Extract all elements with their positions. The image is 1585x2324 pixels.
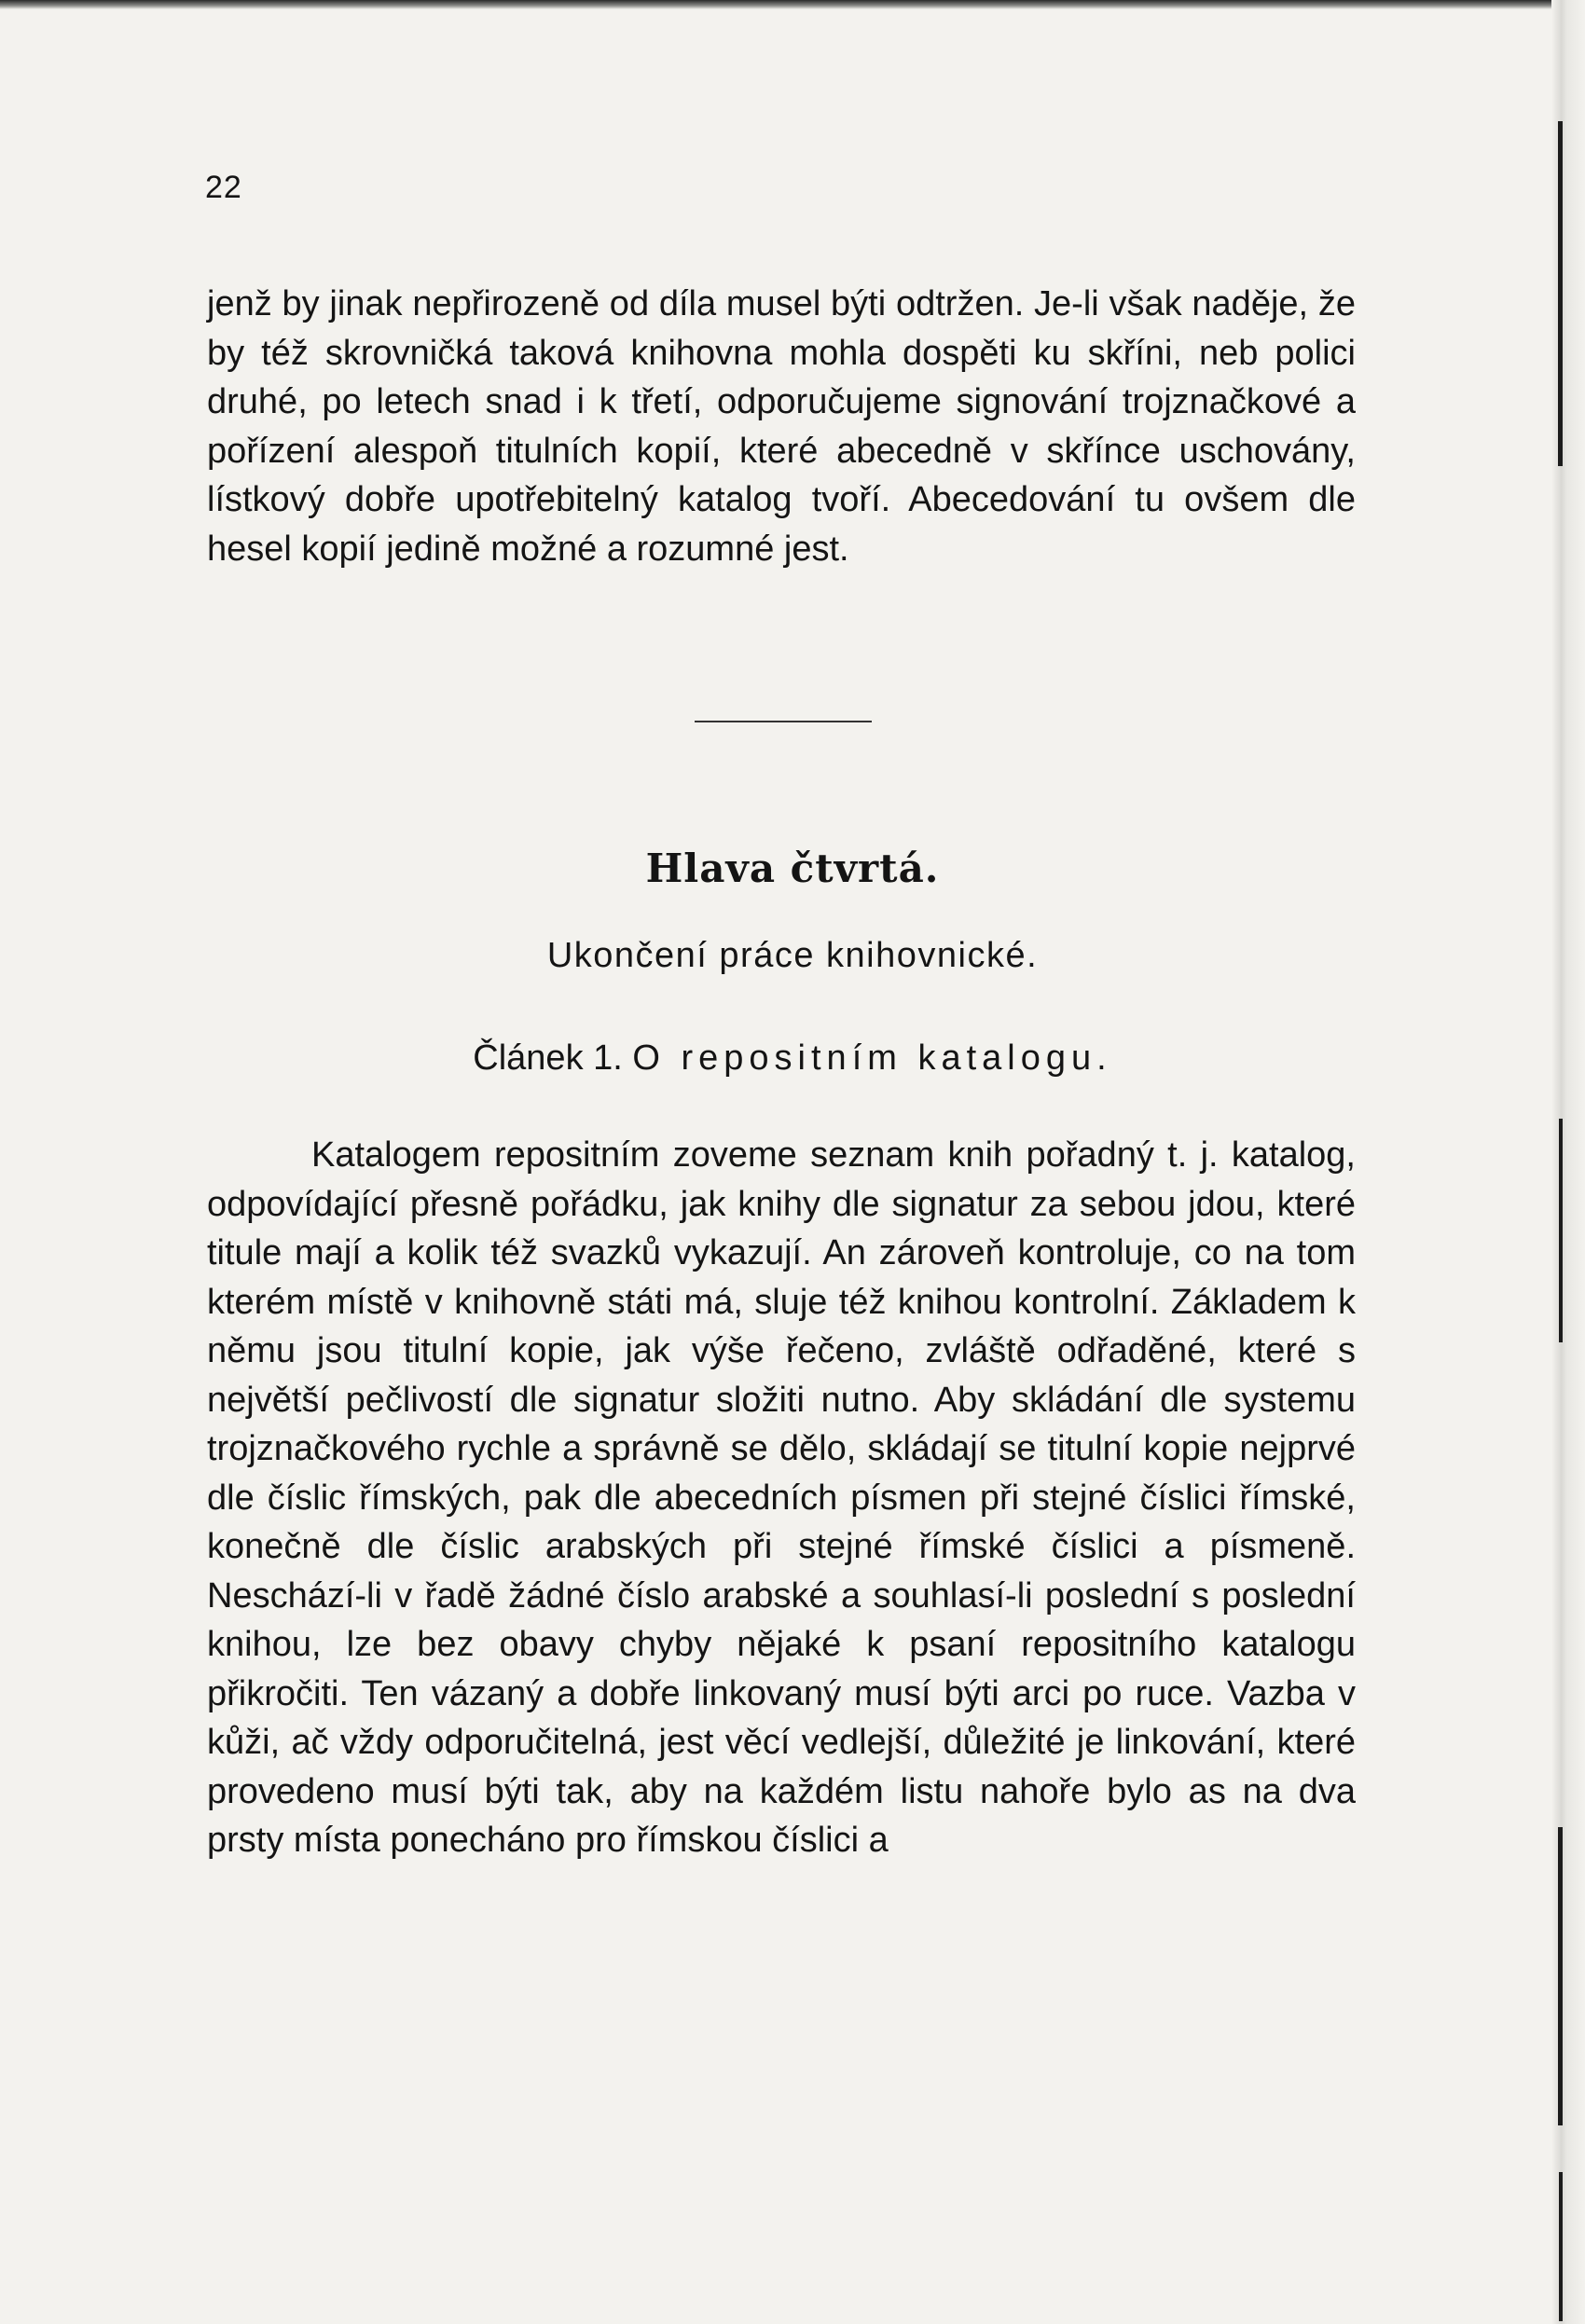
chapter-title: Hlava čtvrtá. — [645, 846, 940, 891]
article-title: O repositním katalogu. — [632, 1038, 1112, 1078]
article-label: Článek 1. — [473, 1038, 623, 1078]
article-heading — [0, 1038, 1585, 1079]
binding-shadow-line — [1559, 1119, 1563, 1342]
binding-shadow-line — [1558, 121, 1563, 466]
paragraph-body: Katalogem repositním zoveme seznam knih pořadný t. j. katalog, odpovídající přesně pořádku, jak knihy dle signatur za sebou jdou, které titule mají a kolik též svazků vykazují. An zároveň kontroluje, co na tom kterém místě v knihovně státi má, sluje též knihou kontrolní. Základem k němu jsou titulní kopie, jak výše řečeno, zvláště odřaděné, které s největší pečlivostí dle signatur složiti nutno. Aby skládání dle systemu trojznačkového rychle a správně se dělo, skládají se titulní kopie nejprvé dle číslic římských, pak dle abecedních písmen při stejné číslici římské, konečně dle číslic arabských při stejné římské číslici a písmeně. Neschází-li v řadě žádné číslo arabské a souhlasí-li poslední s poslední knihou, lze bez obavy chyby nějaké k psaní repositního katalogu přikročiti. Ten vázaný a dobře linkovaný musí býti arci po ruce. Vazba v kůži, ač vždy odporučitelná, jest věcí vedlejší, důležité je linkování, které provedeno musí býti tak, aby na každém listu nahoře bylo as na dva prsty místa ponecháno pro římskou číslici a — [207, 1135, 1356, 1860]
binding-shadow-line — [1559, 2172, 1563, 2321]
binding-shadow-line — [1558, 1827, 1563, 2125]
scan-binding-edge — [1551, 0, 1585, 2324]
paragraph-continuation: jenž by jinak nepřirozeně od díla musel býti odtržen. Je-li však naděje, že by též skrovničká taková knihovna mohla dospěti ku skříni, neb polici druhé, po letech snad i k třetí, odporučujeme signování trojznačkové a pořízení alespoň titulních kopií, které abecedně v skřínce uschovány, lístkový dobře upotřebitelný katalog tvoří. Abecedování tu ovšem dle hesel kopií jedině možné a rozumné jest. — [207, 284, 1356, 569]
scan-top-edge — [0, 0, 1585, 9]
section-divider-rule — [695, 721, 872, 722]
page-number: 22 — [205, 170, 242, 205]
chapter-subtitle: Ukončení práce knihovnické. — [546, 936, 1039, 975]
